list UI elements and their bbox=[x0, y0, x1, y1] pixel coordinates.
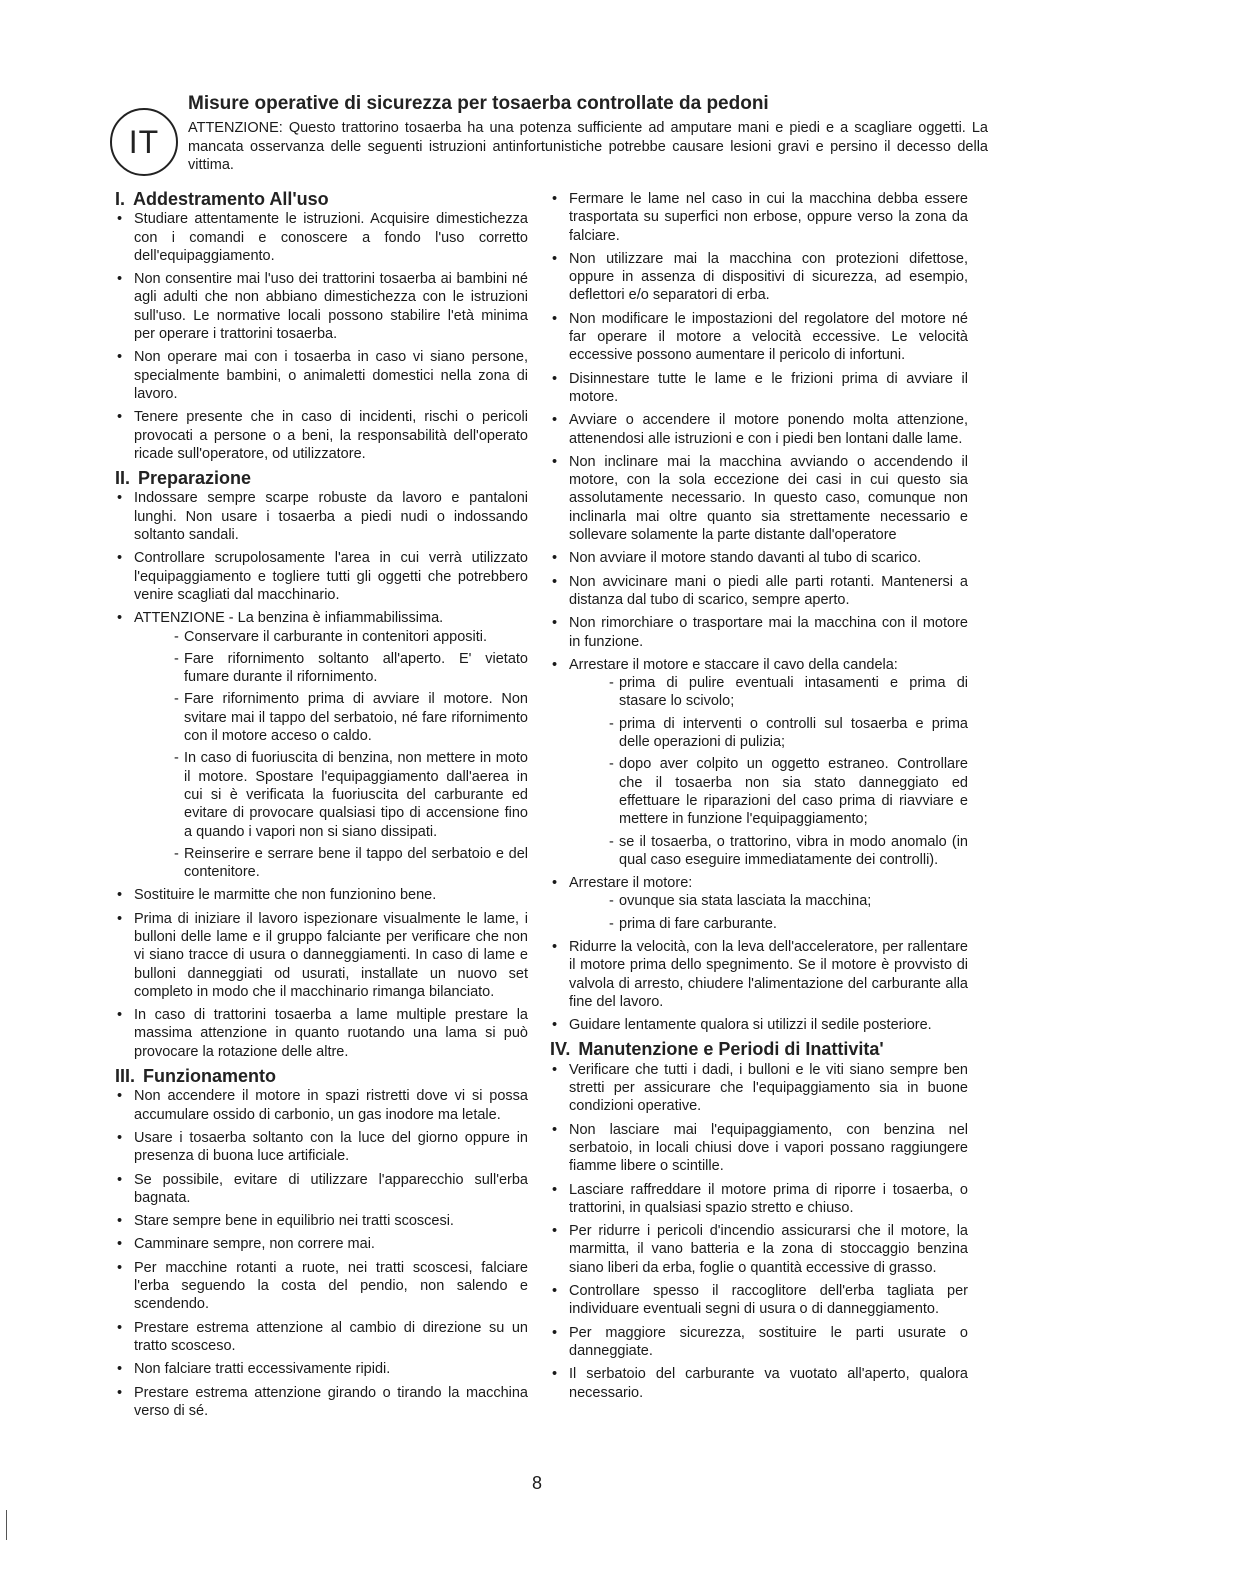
list-item-text: Verificare che tutti i dadi, i bulloni e le viti siano sempre ben stretti per assicurare che l'equipaggiamento sia in buone condizioni operative. bbox=[569, 1061, 968, 1115]
section-title-text: Addestramento All'uso bbox=[133, 189, 329, 209]
right-column bbox=[550, 190, 968, 1408]
list-item bbox=[550, 549, 968, 567]
page-number: 8 bbox=[532, 1473, 543, 1493]
list-item-text: Non consentire mai l'uso dei trattorini tosaerba ai bambini né agli adulti che non abbiano dimestichezza con le istruzioni sull'uso. Le normative locali possono stabilire l'età minima per operare i trattorini tosaerba. bbox=[134, 271, 528, 343]
sub-list-item bbox=[609, 755, 968, 828]
list-item bbox=[115, 1129, 528, 1166]
list-item-text: Guidare lentamente qualora si utilizzi il sedile posteriore. bbox=[569, 1017, 932, 1034]
bullet-icon: • bbox=[117, 1236, 123, 1253]
list-item bbox=[550, 310, 968, 365]
section-number: II. bbox=[115, 468, 131, 489]
section-title-text: Preparazione bbox=[138, 468, 252, 489]
dash-icon: - bbox=[174, 650, 179, 667]
list-item-text: Non utilizzare mai la macchina con protezioni difettose, oppure in assenza di dispositivi di sicurezza, ad esempio, deflettori e/o separatori di erba. bbox=[569, 250, 968, 304]
dash-icon: - bbox=[174, 628, 179, 645]
list-item bbox=[115, 210, 528, 265]
list-item-text: Per ridurre i pericoli d'incendio assicurarsi che il motore, la marmitta, il vano batteria e la zona di stoccaggio benzina siano liberi da erba, foglie o quantità eccessive di grasso. bbox=[569, 1223, 968, 1276]
list-item-text: Tenere presente che in caso di incidenti, rischi o pericoli provocati a persone o a beni, la responsabilità dell'operato ricade sull'operatore, od utilizzatore. bbox=[134, 409, 528, 462]
list-item-text: Studiare attentamente le istruzioni. Acquisire dimestichezza con i comandi e conoscere a fondo l'uso corretto dell'equipaggiamento. bbox=[134, 211, 528, 264]
list-item bbox=[550, 874, 968, 933]
list-item-text: Prestare estrema attenzione girando o tirando la macchina verso di sé. bbox=[134, 1384, 528, 1419]
bullet-icon: • bbox=[117, 271, 123, 288]
list-item-text: Lasciare raffreddare il motore prima di riporre i tosaerba, o trattorini, in qualsiasi spazio stretto e chiuso. bbox=[569, 1181, 968, 1216]
list-item-text: Per maggiore sicurezza, sostituire le parti usurate o danneggiate. bbox=[569, 1324, 968, 1359]
bullet-icon: • bbox=[552, 1061, 558, 1078]
sub-list-item-text: prima di fare carburante. bbox=[619, 915, 777, 932]
list-item bbox=[550, 370, 968, 407]
dash-icon: - bbox=[174, 691, 179, 708]
bullet-icon: • bbox=[552, 370, 558, 387]
list-item-text: Controllare spesso il raccoglitore dell'erba tagliata per individuare eventuali segni di usura o di danneggiamento. bbox=[569, 1283, 968, 1318]
sub-list-item bbox=[174, 690, 528, 745]
bullet-icon: • bbox=[117, 349, 123, 366]
sub-list-item-text: Fare rifornimento prima di avviare il motore. Non svitare mai il tappo del serbatoio, né fare rifornimento con il motore acceso o caldo. bbox=[184, 691, 528, 745]
list-item-text: ATTENZIONE - La benzina è infiammabilissima. bbox=[134, 610, 444, 627]
section-title bbox=[115, 1067, 528, 1085]
sub-list-item-text: se il tosaerba, o trattorino, vibra in modo anomalo (in qual caso eseguire immediatamente dei controlli). bbox=[619, 833, 968, 868]
sub-list bbox=[134, 628, 528, 882]
dash-icon: - bbox=[609, 833, 614, 850]
bullet-list bbox=[115, 1087, 528, 1420]
bullet-list bbox=[115, 489, 528, 1061]
list-item bbox=[550, 1282, 968, 1319]
list-item-text: Il serbatoio del carburante va vuotato all'aperto, qualora necessario. bbox=[569, 1366, 968, 1401]
dash-icon: - bbox=[609, 915, 614, 932]
list-item bbox=[115, 910, 528, 1001]
page-title: Misure operative di sicurezza per tosaerba controllate da pedoni bbox=[188, 93, 769, 114]
list-item bbox=[115, 1171, 528, 1208]
section-title-text: Manutenzione e Periodi di Inattivita' bbox=[578, 1039, 884, 1060]
bullet-icon: • bbox=[117, 1129, 123, 1146]
bullet-icon: • bbox=[552, 938, 558, 955]
list-item-text: Avviare o accendere il motore ponendo molta attenzione, attenendosi alle istruzioni e con i piedi ben lontani dalle lame. bbox=[569, 412, 968, 447]
bullet-icon: • bbox=[552, 550, 558, 567]
list-item bbox=[115, 1384, 528, 1421]
sub-list-item-text: dopo aver colpito un oggetto estraneo. Controllare che il tosaerba non sia stato danneggiato ed effettuare le riparazioni del caso prima di riavviare e mettere in funzione l'equipaggiamento; bbox=[619, 756, 968, 828]
list-item-text: Se possibile, evitare di utilizzare l'apparecchio sull'erba bagnata. bbox=[134, 1171, 528, 1206]
sub-list-item-text: In caso di fuoriuscita di benzina, non mettere in moto il motore. Spostare l'equipaggiamento dall'aerea in cui si è verificata la fuoriuscita del carburante ed evitare di provocare qualsiasi tipo di accensione fino a quando i vapori non si siano dissipati. bbox=[184, 750, 528, 840]
list-item bbox=[115, 1360, 528, 1378]
list-item-text: Non avviare il motore stando davanti al tubo di scarico. bbox=[569, 550, 922, 567]
list-item bbox=[550, 1324, 968, 1361]
bullet-icon: • bbox=[552, 573, 558, 590]
bullet-icon: • bbox=[117, 1259, 123, 1276]
sub-list-item-text: Conservare il carburante in contenitori appositi. bbox=[184, 628, 488, 645]
bullet-icon: • bbox=[117, 1213, 123, 1230]
bullet-icon: • bbox=[117, 910, 123, 927]
sub-list-item-text: prima di pulire eventuali intasamenti e prima di stasare lo scivolo; bbox=[619, 675, 968, 710]
list-item bbox=[550, 573, 968, 610]
language-badge: IT bbox=[110, 108, 178, 176]
list-item-text: Non rimorchiare o trasportare mai la macchina con il motore in funzione. bbox=[569, 615, 968, 650]
section-number: III. bbox=[115, 1066, 136, 1087]
list-item bbox=[115, 1006, 528, 1061]
list-item-text: Indossare sempre scarpe robuste da lavoro e pantaloni lunghi. Non usare i tosaerba a piedi nudi o indossando soltanto sandali. bbox=[134, 490, 528, 544]
section-title bbox=[115, 190, 528, 208]
list-item bbox=[115, 609, 528, 881]
sub-list bbox=[569, 892, 968, 933]
sub-list-item bbox=[174, 749, 528, 840]
bullet-icon: • bbox=[117, 1007, 123, 1024]
bullet-icon: • bbox=[117, 550, 123, 567]
bullet-icon: • bbox=[117, 1384, 123, 1401]
list-item bbox=[550, 250, 968, 305]
list-item-text: Non falciare tratti eccessivamente ripidi. bbox=[134, 1361, 391, 1378]
list-item-text: Camminare sempre, non correre mai. bbox=[134, 1236, 375, 1253]
bullet-icon: • bbox=[117, 211, 123, 228]
bullet-icon: • bbox=[117, 887, 123, 904]
bullet-icon: • bbox=[117, 490, 123, 507]
list-item bbox=[115, 348, 528, 403]
bullet-icon: • bbox=[552, 310, 558, 327]
bullet-icon: • bbox=[552, 250, 558, 267]
bullet-list bbox=[550, 190, 968, 1034]
bullet-icon: • bbox=[552, 1324, 558, 1341]
bullet-list bbox=[550, 1061, 968, 1402]
bullet-icon: • bbox=[552, 453, 558, 470]
sub-list-item-text: ovunque sia stata lasciata la macchina; bbox=[619, 893, 872, 910]
list-item-text: Controllare scrupolosamente l'area in cui verrà utilizzato l'equipaggiamento e togliere tutti gli oggetti che potrebbero venire scagliati dal macchinario. bbox=[134, 550, 528, 603]
list-item bbox=[550, 1181, 968, 1218]
left-column bbox=[115, 190, 528, 1426]
list-item bbox=[115, 270, 528, 343]
list-item-text: In caso di trattorini tosaerba a lame multiple prestare la massima attenzione in quanto ruotando una lama si può provocare la rotazione delle altre. bbox=[134, 1007, 528, 1060]
list-item bbox=[115, 1319, 528, 1356]
bullet-icon: • bbox=[117, 1088, 123, 1105]
section-title bbox=[115, 469, 528, 487]
list-item bbox=[550, 1016, 968, 1034]
dash-icon: - bbox=[609, 675, 614, 692]
bullet-icon: • bbox=[552, 1366, 558, 1383]
bullet-icon: • bbox=[552, 191, 558, 207]
list-item bbox=[115, 886, 528, 904]
list-item-text: Stare sempre bene in equilibrio nei tratti scoscesi. bbox=[134, 1213, 454, 1230]
list-item bbox=[115, 1235, 528, 1253]
bullet-icon: • bbox=[117, 610, 123, 627]
sub-list-item-text: Reinserire e serrare bene il tappo del serbatoio e del contenitore. bbox=[184, 845, 528, 881]
list-item bbox=[115, 1259, 528, 1314]
list-item bbox=[550, 453, 968, 544]
list-item bbox=[550, 190, 968, 245]
list-item-text: Sostituire le marmitte che non funzionino bene. bbox=[134, 887, 437, 904]
sub-list-item bbox=[174, 628, 528, 646]
list-item-text: Non inclinare mai la macchina avviando o accendendo il motore, con la sola eccezione dei casi in cui questo sia assolutamente necessario. In questo caso, comunque non inclinarla mai oltre quanto sia strettamente necessario e sollevare solamente la parte distante dall'operatore bbox=[569, 453, 968, 544]
section-title-text: Funzionamento bbox=[143, 1066, 277, 1087]
list-item bbox=[115, 1212, 528, 1230]
list-item-text: Non modificare le impostazioni del regolatore del motore né far operare il motore a velocità eccessive. Le velocità eccessive possono aumentare il pericolo di infortuni. bbox=[569, 310, 968, 364]
dash-icon: - bbox=[174, 845, 179, 862]
list-item bbox=[550, 938, 968, 1011]
sub-list-item bbox=[609, 833, 968, 870]
bullet-icon: • bbox=[117, 1319, 123, 1336]
bullet-icon: • bbox=[552, 1017, 558, 1034]
bullet-icon: • bbox=[117, 1171, 123, 1188]
list-item bbox=[550, 411, 968, 448]
sub-list-item bbox=[174, 845, 528, 882]
bullet-icon: • bbox=[552, 412, 558, 429]
list-item-text: Non accendere il motore in spazi ristretti dove vi si possa accumulare ossido di carbonio, un gas inodore ma letale. bbox=[134, 1088, 528, 1123]
list-item-text: Prima di iniziare il lavoro ispezionare visualmente le lame, i bulloni delle lame e il gruppo falciante per verificare che non vi siano tracce di usura o danneggiamenti. In caso di lame e bulloni danneggiati od usurati, installate un nuovo set completo in modo che il macchinario rimanga bilanciato. bbox=[134, 910, 528, 1000]
bullet-icon: • bbox=[552, 656, 558, 673]
list-item-text: Fermare le lame nel caso in cui la macchina debba essere trasportata su superfici non erbose, oppure verso la zona da falciare. bbox=[569, 191, 968, 244]
list-item-text: Ridurre la velocità, con la leva dell'acceleratore, per rallentare il motore prima dello spegnimento. Se il motore è provvisto di valvola di arresto, chiudere l'alimentazione del carburante alla fine del lavoro. bbox=[569, 938, 968, 1010]
list-item bbox=[550, 656, 968, 869]
list-item-text: Arrestare il motore: bbox=[569, 875, 693, 892]
section-number: I. bbox=[115, 189, 126, 209]
section-title bbox=[550, 1040, 968, 1058]
bullet-icon: • bbox=[552, 1223, 558, 1240]
sub-list-item bbox=[174, 650, 528, 687]
sub-list-item bbox=[609, 915, 968, 933]
list-item bbox=[550, 1365, 968, 1402]
bullet-icon: • bbox=[552, 1181, 558, 1198]
list-item bbox=[115, 1087, 528, 1124]
bullet-icon: • bbox=[117, 1361, 123, 1378]
sub-list bbox=[569, 674, 968, 869]
list-item-text: Disinnestare tutte le lame e le frizioni prima di avviare il motore. bbox=[569, 370, 968, 405]
sub-list-item bbox=[609, 892, 968, 910]
list-item bbox=[115, 489, 528, 544]
list-item-text: Usare i tosaerba soltanto con la luce del giorno oppure in presenza di buona luce artificiale. bbox=[134, 1129, 528, 1165]
list-item-text: Per macchine rotanti a ruote, nei tratti scoscesi, falciare l'erba seguendo la costa del pendio, non salendo e scendendo. bbox=[134, 1259, 528, 1313]
dash-icon: - bbox=[174, 750, 179, 767]
list-item bbox=[550, 614, 968, 651]
list-item-text: Arrestare il motore e staccare il cavo della candela: bbox=[569, 656, 898, 673]
list-item-text: Prestare estrema attenzione al cambio di direzione su un tratto scosceso. bbox=[134, 1319, 528, 1354]
dash-icon: - bbox=[609, 756, 614, 773]
section-number: IV. bbox=[550, 1039, 571, 1060]
dash-icon: - bbox=[609, 893, 614, 910]
sub-list-item-text: Fare rifornimento soltanto all'aperto. E' vietato fumare durante il rifornimento. bbox=[184, 650, 528, 686]
bullet-icon: • bbox=[117, 409, 123, 426]
list-item bbox=[115, 408, 528, 463]
list-item bbox=[115, 549, 528, 604]
list-item bbox=[550, 1222, 968, 1277]
bullet-icon: • bbox=[552, 875, 558, 892]
sub-list-item bbox=[609, 715, 968, 752]
sub-list-item-text: prima di interventi o controlli sul tosaerba e prima delle operazioni di pulizia; bbox=[619, 715, 968, 751]
bullet-icon: • bbox=[552, 615, 558, 632]
list-item bbox=[550, 1121, 968, 1176]
list-item-text: Non operare mai con i tosaerba in caso vi siano persone, specialmente bambini, o animaletti domestici nella zona di lavoro. bbox=[134, 349, 528, 402]
sub-list-item bbox=[609, 674, 968, 711]
dash-icon: - bbox=[609, 715, 614, 732]
bullet-icon: • bbox=[552, 1121, 558, 1138]
bullet-list bbox=[115, 210, 528, 463]
list-item bbox=[550, 1061, 968, 1116]
list-item-text: Non avvicinare mani o piedi alle parti rotanti. Mantenersi a distanza dal tubo di scarico, sempre aperto. bbox=[569, 573, 968, 608]
list-item-text: Non lasciare mai l'equipaggiamento, con benzina nel serbatoio, in locali chiusi dove i vapori possano raggiungere fiamme libere o scintille. bbox=[569, 1121, 968, 1175]
warning-paragraph: ATTENZIONE: Questo trattorino tosaerba ha una potenza sufficiente ad amputare mani e piedi e a scagliare oggetti. La mancata osservanza delle seguenti istruzioni antinfortunistiche potrebbe causare lesioni gravi e persino il decesso della vittima. bbox=[188, 120, 988, 173]
bullet-icon: • bbox=[552, 1283, 558, 1300]
margin-mark bbox=[6, 1510, 7, 1540]
